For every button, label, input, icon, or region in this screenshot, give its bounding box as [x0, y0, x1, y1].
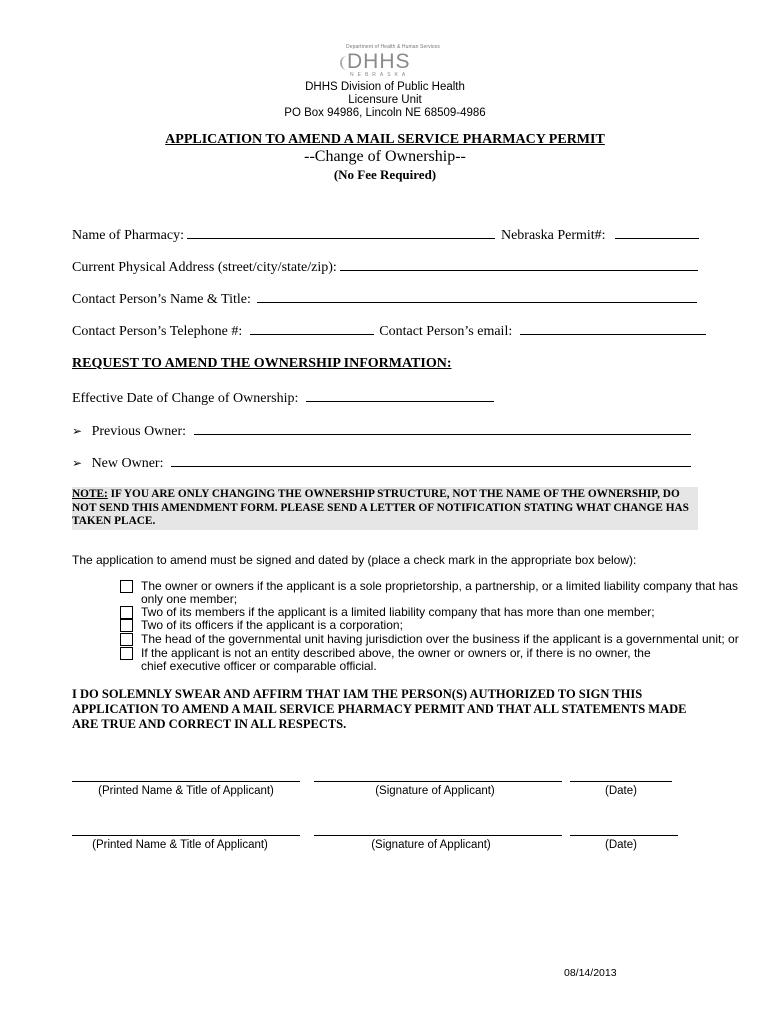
address-row: [72, 258, 698, 276]
contact-name-field[interactable]: [257, 290, 697, 303]
signing-instruction: The application to amend must be signed and dated by (place a check mark in the appropriate box below):: [72, 553, 637, 567]
contact-phone-row: [72, 322, 706, 340]
bullet-arrow-icon: ➢: [72, 424, 83, 438]
ownership-heading: REQUEST TO AMEND THE OWNERSHIP INFORMATION:: [72, 356, 452, 371]
contact-email-label: Contact Person’s email:: [379, 324, 513, 339]
checkbox-other[interactable]: [120, 647, 133, 660]
effective-date-label: Effective Date of Change of Ownership:: [72, 391, 299, 406]
checkbox-officers[interactable]: [120, 619, 133, 632]
signer-option-2-text: Two of its members if the applicant is a limited liability company that has more than one member;: [141, 605, 655, 619]
effective-date-field[interactable]: [306, 389, 494, 402]
previous-owner-label: Previous Owner:: [91, 424, 187, 439]
pharmacy-name-label: Name of Pharmacy:: [72, 228, 184, 243]
contact-name-row: [72, 290, 697, 308]
logo-mark: DHHS: [347, 50, 411, 73]
contact-phone-field[interactable]: [250, 322, 374, 335]
checkbox-government[interactable]: [120, 633, 133, 646]
address-label: Current Physical Address (street/city/state/zip):: [72, 260, 337, 275]
note-prefix: NOTE:: [72, 488, 108, 500]
dhhs-logo: [340, 44, 441, 78]
date-line-1[interactable]: [570, 781, 672, 782]
new-owner-field[interactable]: [171, 454, 691, 467]
effective-date-row: [72, 389, 494, 407]
pharmacy-name-field[interactable]: [187, 226, 495, 239]
header-line-2: Licensure Unit: [348, 94, 422, 106]
checkbox-owner[interactable]: [120, 580, 133, 593]
signer-option-3-text: Two of its officers if the applicant is a corporation;: [141, 618, 403, 632]
new-owner-row: [72, 454, 691, 472]
signature-line-1[interactable]: [314, 781, 562, 782]
signer-option-5-text: If the applicant is not an entity described above, the owner or owners or, if there is no owner, the chief executive officer or comparable official.: [141, 646, 651, 673]
form-subtitle: --Change of Ownership--: [304, 148, 466, 165]
bullet-arrow-icon: ➢: [72, 456, 83, 470]
logo-state: NEBRASKA: [350, 72, 410, 78]
address-field[interactable]: [340, 258, 698, 271]
date-line-2[interactable]: [570, 835, 678, 836]
signature-label-1: (Signature of Applicant): [375, 785, 495, 797]
note-text: IF YOU ARE ONLY CHANGING THE OWNERSHIP STRUCTURE, NOT THE NAME OF THE OWNERSHIP, DO NOT SEND THIS AMENDMENT FORM. PLEASE SEND A LETTER OF NOTIFICATION STATING WHAT CHANGE HAS TAKEN PLACE.: [72, 488, 689, 527]
logo-tagline: Department of Health & Human Services: [346, 44, 441, 50]
date-label-2: (Date): [605, 839, 637, 851]
contact-email-field[interactable]: [520, 322, 706, 335]
previous-owner-field[interactable]: [194, 422, 691, 435]
signature-label-2: (Signature of Applicant): [371, 839, 491, 851]
printed-name-label-2: (Printed Name & Title of Applicant): [92, 839, 268, 851]
printed-name-line-1[interactable]: [72, 781, 300, 782]
permit-label: Nebraska Permit#:: [500, 228, 606, 243]
signature-line-2[interactable]: [314, 835, 562, 836]
date-label-1: (Date): [605, 785, 637, 797]
fee-note: (No Fee Required): [333, 167, 437, 182]
contact-name-label: Contact Person’s Name & Title:: [72, 292, 251, 307]
pharmacy-name-row: [72, 226, 699, 244]
permit-number-field[interactable]: [615, 226, 699, 239]
header-line-1: DHHS Division of Public Health: [305, 81, 465, 93]
signer-option-4-text: The head of the governmental unit having jurisdiction over the business if the applicant is a governmental unit; or: [141, 632, 739, 646]
contact-phone-label: Contact Person’s Telephone #:: [72, 324, 243, 339]
checkbox-members[interactable]: [120, 606, 133, 619]
footer-date: 08/14/2013: [564, 967, 617, 979]
form-title: APPLICATION TO AMEND A MAIL SERVICE PHARMACY PERMIT: [165, 132, 605, 147]
previous-owner-row: [72, 422, 691, 440]
oath-statement: I DO SOLEMNLY SWEAR AND AFFIRM THAT IAM THE PERSON(S) AUTHORIZED TO SIGN THIS APPLICATION TO AMEND A MAIL SERVICE PHARMACY PERMIT AND THAT ALL STATEMENTS MADE ARE TRUE AND CORRECT IN ALL RESPECTS.: [72, 687, 687, 731]
header-line-3: PO Box 94986, Lincoln NE 68509-4986: [284, 107, 486, 119]
printed-name-line-2[interactable]: [72, 835, 300, 836]
printed-name-label-1: (Printed Name & Title of Applicant): [98, 785, 274, 797]
note-box: [72, 487, 698, 530]
signer-option-1-text: The owner or owners if the applicant is a sole proprietorship, a partnership, or a limited liability company that has only one member;: [141, 579, 738, 606]
new-owner-label: New Owner:: [91, 456, 164, 471]
